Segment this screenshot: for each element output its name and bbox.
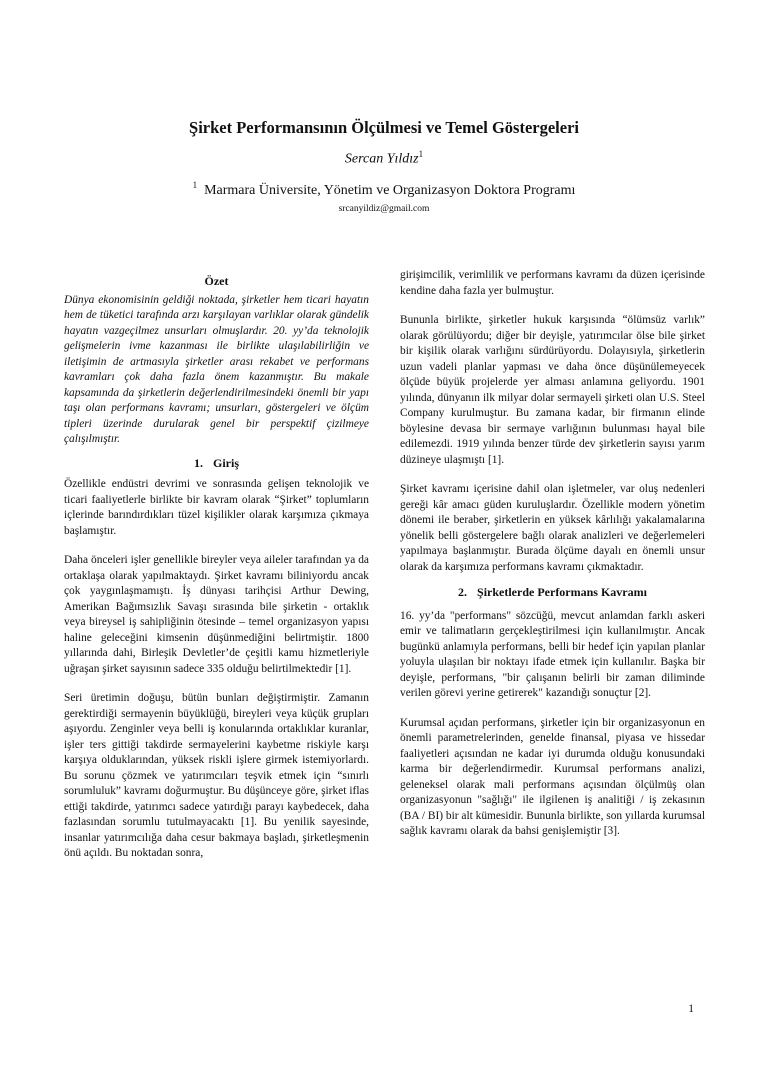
author-footnote-marker: 1 bbox=[418, 149, 424, 159]
paragraph: Daha önceleri işler genellikle bireyler veya aileler tarafından ya da ortaklaşa olarak yapılmaktaydı. Şirket kavramı biliniyordu ancak çok yaygınlaşmamıştı. İş dünyası tarihçisi Arthur Dewing, Amerikan Bağımsızlık Savaşı sırasında bile şirketin - ortaklık veya bireysel iş sahipliğinin ötesinde – temel organizasyon yapısı haline geleceğini kimsenin düşünmediğini belirtmiştir. 1800 yıllarında dahi, Birleşik Devletler’de çeşitli kamu hizmetleriyle uğraşan şirket sayısının sadece 335 olduğu belirtilmektedir [1]. bbox=[64, 554, 369, 675]
left-column bbox=[64, 268, 369, 876]
author-line bbox=[0, 149, 768, 168]
section-1-number: 1. bbox=[194, 455, 203, 470]
abstract-heading: Özet bbox=[204, 274, 229, 288]
affiliation-line bbox=[0, 180, 768, 199]
section-2-number: 2. bbox=[458, 585, 468, 599]
page-number: 1 bbox=[688, 1003, 694, 1015]
paper-title: Şirket Performansının Ölçülmesi ve Temel Göstergeleri bbox=[189, 118, 579, 137]
paragraph: girişimcilik, verimlilik ve performans kavramı da düzen içerisinde kendine daha fazla yer bulmuştur. bbox=[400, 269, 705, 297]
paragraph: Kurumsal açıdan performans, şirketler için bir organizasyonun en önemli parametrelerinden, genelde finansal, piyasa ve hissedar faaliyetleri açısından ne kadar iyi durumda olduğu konusundaki karma bir değerlendirmedir. Kurumsal performans analizi, geleneksel olarak mali performans açısından ölçülmüş olan organizasyonun "sağlığı" ile ilgilenen iş analitiği / iş zekasının (BA / BI) bir alt kümesidir. Bununla birlikte, son yıllarda kurumsal sağlık kavramı olarak da bahsi genişlemiştir [3]. bbox=[400, 716, 705, 837]
author-name: Sercan Yıldız bbox=[344, 151, 419, 167]
abstract-text: Dünya ekonomisinin geldiği noktada, şirketler hem ticari hayatın hem de tüketici tarafında arzı karşılayan varlıklar olarak gündelik hayatın vazgeçilmez unsurları olmuşlardır. 20. yy’da teknolojik gelişmelerin ivme kazanması ile birlikte ulaşılabilirliğin ve iletişimin de artmasıyla şirketler arası rekabet ve performans kavramları çok daha fazla önem kazanmıştır. Bu makale kapsamında da şirketlerin değerlendirilmesindeki önemli bir yapı taşı olan performans kavramı; unsurları, göstergeleri ve ölçüm tipleri üzerinde durularak genel bir perspektif çizilmeye çalışılmıştır. bbox=[64, 293, 369, 445]
section-1-heading bbox=[64, 456, 369, 472]
paragraph: Seri üretimin doğuşu, bütün bunları değiştirmiştir. Zamanın gerektirdiği sermayenin büyüklüğü, bireyleri veya küçük grupları aşıyordu. Zenginler veya belli iş konularında ortaklıklar kuranlar, işler ters gittiği takdirde sermayelerini kaybetme riskiyle karşı karşıya olduklarından, yüksek riskli işlere girmek istemiyorlardı. Bu sorunu çözmek ve yatırımcıları teşvik etmek için “sınırlı sorumluluk” kavramı doğurmuştur. Bu düşünceye göre, şirket iflas ettiği takdirde, yatırımcı sadece yatırdığı parayı kaybedecek, daha fazlasından sorumlu tutulmayacaktı [1]. Bu yenilik sayesinde, insanlar yatırımcılığa daha cesur bakmaya başladı, şirketleşmenin önü açıldı. Bu noktadan sonra, bbox=[64, 692, 369, 859]
section-2-heading bbox=[400, 585, 705, 601]
paragraph: 16. yy’da "performans" sözcüğü, mevcut anlamdan farklı askeri emir ve talimatların gerçekleştirilmesi için kullanılmıştır. Ancak bugünkü anlamıyla performans, belli bir hedef için yapılan planlar yoluyla ulaşılan bir noktayı ifade etmek için kullanılır. Başka bir deyişle, performans, "bir çalışanın belirli bir zaman diliminde verilen görevi yerine getirerek" kazandığı sonuçtur [2]. bbox=[400, 609, 705, 699]
paragraph: Şirket kavramı içerisine dahil olan işletmeler, var oluş nedenleri gereği kâr amacı güden kuruluşlardır. Özellikle modern yönetim dönemi ile beraber, şirketlerin en yüksek kârlılığı yakalamalarına yönelik belli göstergelere bağlı olarak analizleri ve değerlemeleri yapılmaya başlanmıştır. Burada ölçüme dayalı en önemli unsur olarak da karşımıza performans kavramı çıkmaktadır. bbox=[400, 483, 705, 573]
paragraph: Bununla birlikte, şirketler hukuk karşısında “ölümsüz varlık” olarak görülüyordu; diğer bir deyişle, yatırımcılar ölse bile şirket bir kişilik olarak varlığını sürdürüyordu. Dolayısıyla, şirketlerin uzun vadeli planlar yapması ve daha önce düşünülemeyecek ölçüde büyük projelerde yer alması anlamına geliyordu. 1901 yılında, dünyanın ilk milyar dolar sermayeli şirketi olan U.S. Steel Company kurulmuştur. Bu zamana kadar, bir firmanın elinde böylesine devasa bir sermaye varlığının bulunması hayal bile edilemezdi. 1919 yılında benzer türde dev şirketlerin sayısı yarım düzineye ulaşmıştı [1]. bbox=[400, 314, 705, 466]
section-1-title: Giriş bbox=[213, 455, 239, 470]
right-column bbox=[400, 268, 705, 854]
paragraph: Özellikle endüstri devrimi ve sonrasında gelişen teknolojik ve ticari faaliyetlerle birlikte bir kavram olarak “Şirket” toplumların içlerinde barındırdıkları tüzel kişilikler olarak karşımıza çıkmaya başlamıştır. bbox=[64, 478, 369, 537]
author-email: srcanyildiz@gmail.com bbox=[338, 204, 430, 214]
affiliation-text: Marmara Üniversite, Yönetim ve Organizasyon Doktora Programı bbox=[204, 183, 576, 198]
section-2-title: Şirketlerde Performans Kavramı bbox=[477, 585, 647, 599]
affiliation-marker: 1 bbox=[192, 180, 198, 190]
